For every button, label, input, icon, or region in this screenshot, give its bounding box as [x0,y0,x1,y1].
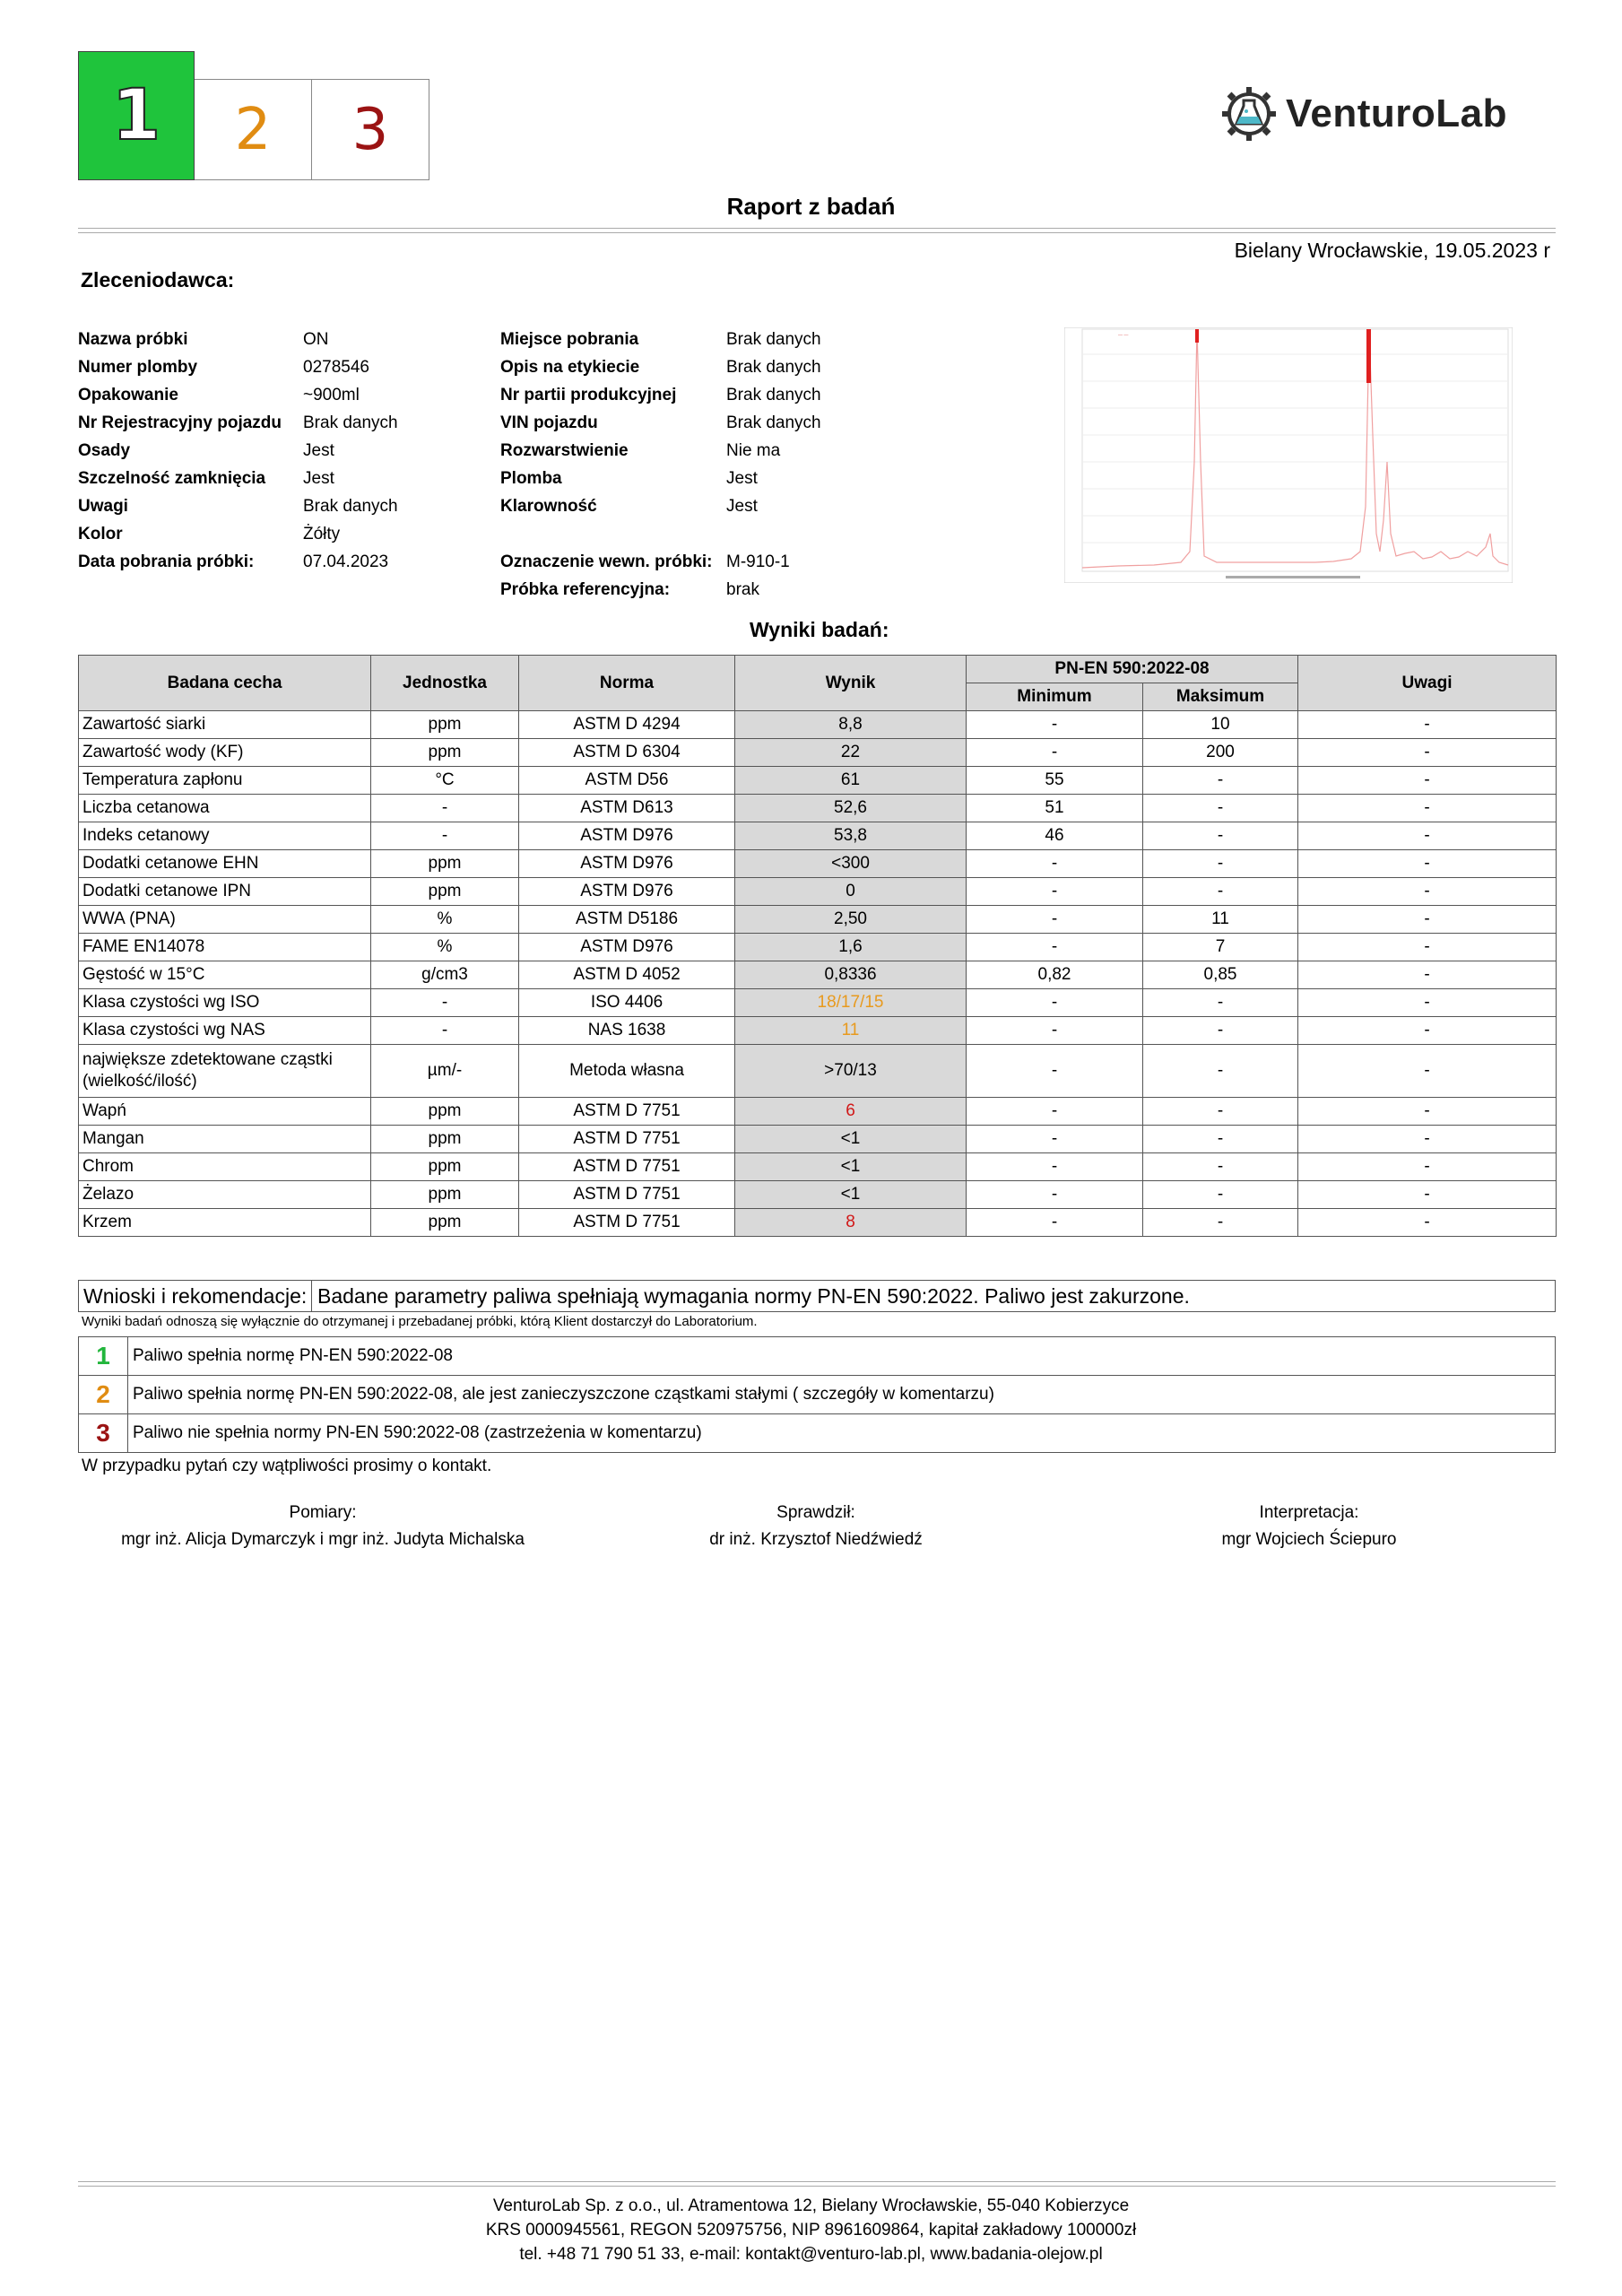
cell-feature: największe zdetektowane cząstki (wielkość/ilość) [79,1045,371,1098]
cell-min: 0,82 [967,961,1143,989]
cell-remarks: - [1298,1045,1557,1098]
cell-norm: ASTM D 4294 [519,711,735,739]
cell-feature: FAME EN14078 [79,934,371,961]
cell-max: 200 [1143,739,1298,767]
cell-remarks: - [1298,822,1557,850]
info-value: Żółty [303,525,341,544]
cell-result: 22 [735,739,967,767]
info-label: Nr Rejestracyjny pojazdu [78,413,282,432]
sample-info-left-labels [78,326,282,576]
cell-feature: Krzem [79,1209,371,1237]
header-remarks: Uwagi [1298,656,1557,711]
info-value: Brak danych [726,413,821,432]
cell-min: - [967,1098,1143,1126]
conclusions-text: Badane parametry paliwa spełniają wymagania normy PN-EN 590:2022. Paliwo jest zakurzone. [317,1284,1190,1308]
cell-result: 61 [735,767,967,795]
cell-feature: Zawartość wody (KF) [79,739,371,767]
cell-result: <1 [735,1126,967,1153]
cell-norm: ASTM D976 [519,822,735,850]
cell-norm: ASTM D613 [519,795,735,822]
legend-text: Paliwo nie spełnia normy PN-EN 590:2022-08 (zastrzeżenia w komentarzu) [128,1414,1556,1453]
conclusions-label: Wnioski i rekomendacje: [79,1281,312,1311]
cell-max: - [1143,989,1298,1017]
signature-name: mgr Wojciech Ściepuro [1221,1530,1397,1549]
cell-feature: Wapń [79,1098,371,1126]
cell-feature: Chrom [79,1153,371,1181]
page-title: Raport z badań [726,193,896,220]
cell-min: - [967,711,1143,739]
cell-unit: ppm [371,739,519,767]
table-row [79,1153,1557,1181]
contact-note: W przypadku pytań czy wątpliwości prosimy o kontakt. [82,1457,492,1475]
table-row [79,1181,1557,1209]
cell-max: - [1143,878,1298,906]
signature-interpretation [1130,1500,1488,1553]
legend-row [79,1414,1556,1453]
cell-norm: ASTM D 6304 [519,739,735,767]
signature-label: Interpretacja: [1259,1503,1359,1522]
cell-min: - [967,934,1143,961]
header-spec: PN-EN 590:2022-08 [967,656,1298,683]
info-label: Rozwarstwienie [500,441,629,460]
cell-feature: Gęstość w 15°C [79,961,371,989]
cell-norm: ASTM D5186 [519,906,735,934]
cell-norm: ASTM D976 [519,934,735,961]
cell-norm: ASTM D976 [519,878,735,906]
cell-norm: ASTM D 4052 [519,961,735,989]
info-value: Brak danych [726,358,821,377]
table-row [79,767,1557,795]
cell-unit: - [371,989,519,1017]
info-value: Brak danych [726,386,821,404]
header-min: Minimum [967,683,1143,711]
cell-min: - [967,1209,1143,1237]
sample-info-right-labels [500,326,713,604]
cell-max: - [1143,1126,1298,1153]
cell-result: 8,8 [735,711,967,739]
cell-max: 11 [1143,906,1298,934]
cell-unit: ppm [371,878,519,906]
info-label: Kolor [78,525,123,544]
info-label: Oznaczenie wewn. próbki: [500,552,713,571]
cell-max: - [1143,850,1298,878]
table-row [79,906,1557,934]
cell-max: - [1143,1045,1298,1098]
table-row [79,1209,1557,1237]
cell-max: - [1143,822,1298,850]
cell-min: - [967,1153,1143,1181]
table-row [79,1126,1557,1153]
cell-result: <300 [735,850,967,878]
table-row [79,961,1557,989]
cell-feature: Klasa czystości wg NAS [79,1017,371,1045]
rating-boxes [78,51,429,180]
info-value: Brak danych [726,330,821,349]
sample-info-left-values [303,326,398,576]
cell-norm: ASTM D56 [519,767,735,795]
info-label: Uwagi [78,497,128,516]
cell-remarks: - [1298,989,1557,1017]
cell-norm: ASTM D976 [519,850,735,878]
results-title: Wyniki badań: [750,618,889,641]
footer-line: VenturoLab Sp. z o.o., ul. Atramentowa 12, Bielany Wrocławskie, 55-040 Kobierzyce [492,2196,1130,2215]
legend-num: 3 [79,1414,128,1453]
signature-checked [637,1500,995,1553]
cell-norm: ASTM D 7751 [519,1209,735,1237]
rating-box-3: 3 [312,79,429,180]
cell-norm: NAS 1638 [519,1017,735,1045]
cell-max: 7 [1143,934,1298,961]
cell-max: - [1143,1181,1298,1209]
cell-unit: °C [371,767,519,795]
cell-min: - [967,989,1143,1017]
cell-min: 51 [967,795,1143,822]
info-label: Szczelność zamknięcia [78,469,266,488]
header-rule [78,228,1556,229]
info-label: Nr partii produkcyjnej [500,386,677,404]
footer-line: KRS 0000945561, REGON 520975756, NIP 8961609864, kapitał zakładowy 100000zł [485,2221,1137,2239]
cell-feature: Liczba cetanowa [79,795,371,822]
cell-min: - [967,739,1143,767]
cell-unit: ppm [371,1126,519,1153]
cell-norm: ASTM D 7751 [519,1181,735,1209]
cell-min: - [967,1181,1143,1209]
svg-text:— ―: — ― [1118,333,1129,338]
signature-name: dr inż. Krzysztof Niedźwiedź [709,1530,923,1549]
cell-unit: % [371,934,519,961]
cell-feature: Zawartość siarki [79,711,371,739]
cell-result: 18/17/15 [735,989,967,1017]
cell-remarks: - [1298,878,1557,906]
cell-result: 0 [735,878,967,906]
legend-row [79,1337,1556,1376]
info-label: Opakowanie [78,386,178,404]
info-label: Data pobrania próbki: [78,552,255,571]
info-label: Próbka referencyjna: [500,580,671,599]
cell-remarks: - [1298,739,1557,767]
table-row [79,739,1557,767]
cell-unit: - [371,1017,519,1045]
results-note: Wyniki badań odnoszą się wyłącznie do otrzymanej i przebadanej próbki, którą Klient dostarczył do Laboratorium. [82,1314,758,1329]
cell-norm: ISO 4406 [519,989,735,1017]
results-body [79,711,1557,1237]
info-value: Jest [303,469,334,488]
cell-feature: Dodatki cetanowe IPN [79,878,371,906]
table-row [79,1017,1557,1045]
info-value: ON [303,330,329,349]
cell-remarks: - [1298,711,1557,739]
cell-feature: Temperatura zapłonu [79,767,371,795]
spectrum-thumbnail [1064,327,1513,583]
footer-line: tel. +48 71 790 51 33, e-mail: kontakt@venturo-lab.pl, www.badania-olejow.pl [519,2245,1103,2264]
cell-max: - [1143,1098,1298,1126]
cell-feature: Mangan [79,1126,371,1153]
cell-max: - [1143,795,1298,822]
cell-max: 0,85 [1143,961,1298,989]
place-date: Bielany Wrocławskie, 19.05.2023 r [1234,239,1550,262]
footer [0,2194,1622,2266]
table-row [79,795,1557,822]
cell-max: - [1143,1017,1298,1045]
table-row [79,934,1557,961]
cell-feature: Żelazo [79,1181,371,1209]
info-label: Opis na etykiecie [500,358,640,377]
info-value: Nie ma [726,441,781,460]
cell-min: - [967,1017,1143,1045]
cell-result: 52,6 [735,795,967,822]
cell-unit: ppm [371,1181,519,1209]
cell-min: - [967,850,1143,878]
cell-unit: g/cm3 [371,961,519,989]
legend-table [78,1336,1556,1453]
cell-remarks: - [1298,1181,1557,1209]
header-unit: Jednostka [371,656,519,711]
table-row [79,989,1557,1017]
table-row [79,878,1557,906]
legend-text: Paliwo spełnia normę PN-EN 590:2022-08 [128,1337,1556,1376]
cell-max: - [1143,1153,1298,1181]
table-row [79,850,1557,878]
info-label: Numer plomby [78,358,198,377]
info-value: 0278546 [303,358,369,377]
logo-text: VenturoLab [1286,91,1508,135]
legend-row [79,1376,1556,1414]
flask-gear-icon [1219,84,1279,144]
table-row [79,822,1557,850]
info-value-empty [726,520,821,548]
cell-remarks: - [1298,767,1557,795]
cell-feature: Dodatki cetanowe EHN [79,850,371,878]
cell-max: 10 [1143,711,1298,739]
cell-norm: Metoda własna [519,1045,735,1098]
cell-min: 46 [967,822,1143,850]
cell-remarks: - [1298,1209,1557,1237]
cell-norm: ASTM D 7751 [519,1153,735,1181]
cell-unit: ppm [371,1209,519,1237]
cell-remarks: - [1298,961,1557,989]
cell-unit: ppm [371,850,519,878]
legend-num: 1 [79,1337,128,1376]
rating-box-2: 2 [195,79,312,180]
cell-remarks: - [1298,850,1557,878]
cell-unit: ppm [371,711,519,739]
cell-norm: ASTM D 7751 [519,1126,735,1153]
footer-rule [78,2181,1556,2182]
info-label: Klarowność [500,497,597,516]
table-row [79,1098,1557,1126]
cell-min: - [967,1126,1143,1153]
cell-unit: ppm [371,1098,519,1126]
cell-remarks: - [1298,906,1557,934]
info-value: Brak danych [303,413,398,432]
header-norm: Norma [519,656,735,711]
cell-result: 8 [735,1209,967,1237]
client-label: Zleceniodawca: [81,268,235,291]
info-label-empty [500,520,713,548]
cell-unit: µm/- [371,1045,519,1098]
cell-result: 53,8 [735,822,967,850]
cell-unit: ppm [371,1153,519,1181]
cell-unit: % [371,906,519,934]
rating-box-1: 1 [78,51,195,180]
cell-result: 6 [735,1098,967,1126]
cell-min: - [967,878,1143,906]
cell-remarks: - [1298,795,1557,822]
results-table [78,655,1557,1237]
signature-measurements [99,1500,547,1553]
info-value: Jest [726,469,758,488]
info-value: Jest [303,441,334,460]
info-label: Miejsce pobrania [500,330,639,349]
info-value: Brak danych [303,497,398,516]
cell-remarks: - [1298,934,1557,961]
header-result: Wynik [735,656,967,711]
company-logo [1219,84,1507,144]
cell-remarks: - [1298,1153,1557,1181]
signature-label: Pomiary: [289,1503,357,1522]
legend-text: Paliwo spełnia normę PN-EN 590:2022-08, ale jest zanieczyszczone cząstkami stałymi ( szczegóły w komentarzu) [128,1376,1556,1414]
cell-min: 55 [967,767,1143,795]
info-label: Osady [78,441,131,460]
cell-min: - [967,1045,1143,1098]
info-label: Plomba [500,469,562,488]
cell-remarks: - [1298,1017,1557,1045]
cell-result: 2,50 [735,906,967,934]
cell-result: >70/13 [735,1045,967,1098]
info-value: ~900ml [303,386,360,404]
conclusions-box [78,1280,1556,1312]
cell-norm: ASTM D 7751 [519,1098,735,1126]
cell-remarks: - [1298,1126,1557,1153]
info-value: 07.04.2023 [303,552,389,571]
table-row [79,1045,1557,1098]
table-row [79,711,1557,739]
header-max: Maksimum [1143,683,1298,711]
legend-num: 2 [79,1376,128,1414]
cell-result: 11 [735,1017,967,1045]
info-label: Nazwa próbki [78,330,188,349]
sample-info-right-values [726,326,821,604]
info-value: M-910-1 [726,552,790,571]
header-feature: Badana cecha [79,656,371,711]
info-value: Jest [726,497,758,516]
cell-max: - [1143,767,1298,795]
info-label: VIN pojazdu [500,413,598,432]
cell-feature: Indeks cetanowy [79,822,371,850]
signature-label: Sprawdził: [776,1503,855,1522]
cell-feature: WWA (PNA) [79,906,371,934]
cell-max: - [1143,1209,1298,1237]
cell-result: <1 [735,1181,967,1209]
cell-result: 0,8336 [735,961,967,989]
cell-remarks: - [1298,1098,1557,1126]
cell-min: - [967,906,1143,934]
cell-feature: Klasa czystości wg ISO [79,989,371,1017]
cell-result: <1 [735,1153,967,1181]
cell-result: 1,6 [735,934,967,961]
cell-unit: - [371,795,519,822]
cell-unit: - [371,822,519,850]
footer-rule-2 [78,2186,1556,2187]
header-rule-2 [78,232,1556,233]
signature-name: mgr inż. Alicja Dymarczyk i mgr inż. Judyta Michalska [121,1530,525,1549]
info-value: brak [726,580,759,599]
